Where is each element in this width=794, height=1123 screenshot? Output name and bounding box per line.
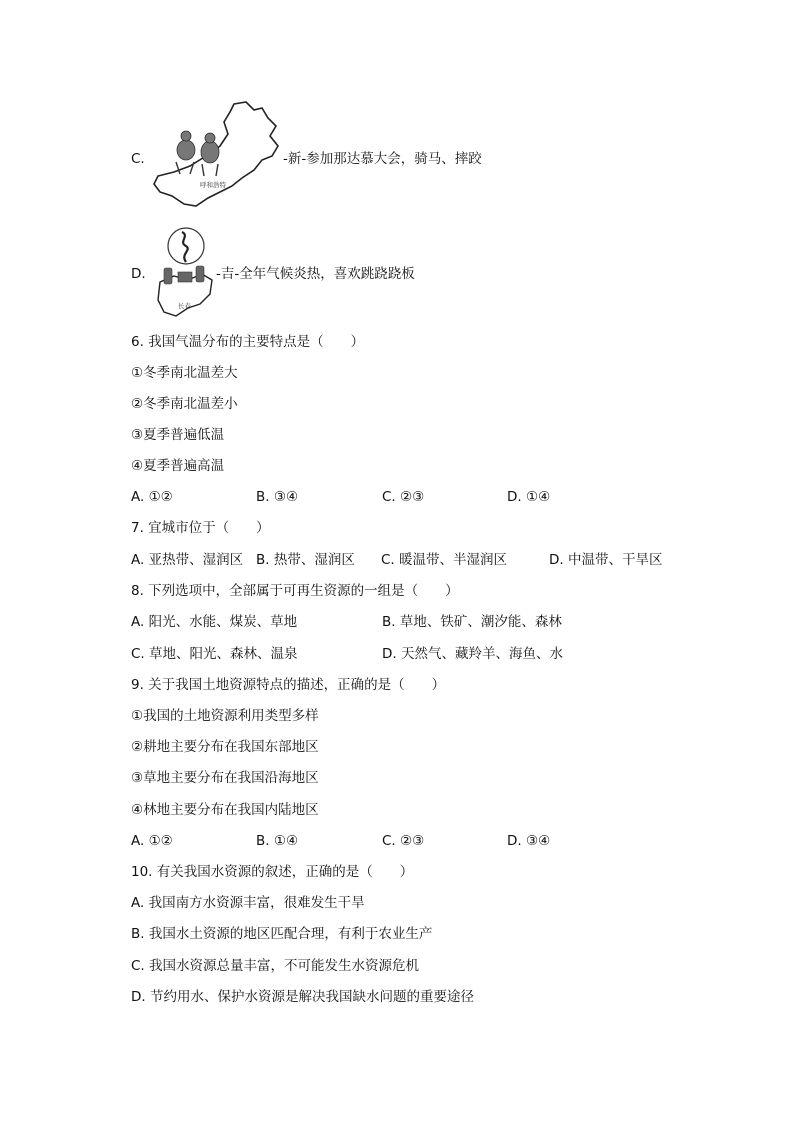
- question-10-stem: 10. 有关我国水资源的叙述，正确的是（ ）: [131, 864, 414, 880]
- question-8-option-c[interactable]: C. 草地、阳光、森林、温泉: [131, 646, 298, 662]
- inner-mongolia-map-icon: [150, 100, 284, 212]
- question-10-option-c[interactable]: C. 我国水资源总量丰富，不可能发生水资源危机: [131, 958, 420, 974]
- option-c-text: -新-参加那达慕大会，骑马、摔跤: [283, 151, 482, 167]
- question-6-statement-1: ①冬季南北温差大: [131, 365, 238, 381]
- question-6-option-d[interactable]: D. ①④: [507, 489, 551, 505]
- question-9-option-c[interactable]: C. ②③: [382, 833, 425, 849]
- option-d-letter: D.: [131, 266, 146, 282]
- question-7-option-a[interactable]: A. 亚热带、湿润区: [131, 552, 244, 568]
- jilin-seesaw-map-icon: [154, 224, 216, 322]
- question-7-option-d[interactable]: D. 中温带、干旱区: [549, 552, 663, 568]
- question-6-option-a[interactable]: A. ①②: [131, 489, 173, 505]
- question-6-option-c[interactable]: C. ②③: [382, 489, 425, 505]
- question-8-stem: 8. 下列选项中，全部属于可再生资源的一组是（ ）: [131, 583, 459, 599]
- question-9-statement-2: ②耕地主要分布在我国东部地区: [131, 739, 319, 755]
- question-6-statement-2: ②冬季南北温差小: [131, 396, 238, 412]
- question-9-option-a[interactable]: A. ①②: [131, 833, 173, 849]
- question-10-option-a[interactable]: A. 我国南方水资源丰富，很难发生干旱: [131, 895, 365, 911]
- question-6-stem: 6. 我国气温分布的主要特点是（ ）: [131, 334, 365, 350]
- option-d-stamp: 长春: [178, 302, 191, 310]
- question-7-option-c[interactable]: C. 暖温带、半湿润区: [381, 552, 508, 568]
- option-c-stamp: 呼和浩特: [200, 181, 226, 189]
- question-10-option-d[interactable]: D. 节约用水、保护水资源是解决我国缺水问题的重要途径: [131, 989, 474, 1005]
- question-9-statement-4: ④林地主要分布在我国内陆地区: [131, 802, 319, 818]
- option-d-text: -吉-全年气候炎热，喜欢跳跷跷板: [216, 266, 415, 282]
- question-10-option-b[interactable]: B. 我国水土资源的地区匹配合理，有利于农业生产: [131, 926, 433, 942]
- question-9-stem: 9. 关于我国土地资源特点的描述，正确的是（ ）: [131, 677, 446, 693]
- question-9-statement-3: ③草地主要分布在我国沿海地区: [131, 770, 319, 786]
- question-7-option-b[interactable]: B. 热带、湿润区: [256, 552, 355, 568]
- question-9-statement-1: ①我国的土地资源利用类型多样: [131, 708, 319, 724]
- question-6-statement-4: ④夏季普遍高温: [131, 458, 225, 474]
- question-9-option-b[interactable]: B. ①④: [256, 833, 299, 849]
- question-8-option-d[interactable]: D. 天然气、藏羚羊、海鱼、水: [382, 646, 563, 662]
- question-8-option-a[interactable]: A. 阳光、水能、煤炭、草地: [131, 614, 298, 630]
- option-c-letter: C.: [131, 151, 145, 167]
- question-7-stem: 7. 宜城市位于（ ）: [131, 520, 270, 536]
- question-6-option-b[interactable]: B. ③④: [256, 489, 299, 505]
- question-8-option-b[interactable]: B. 草地、铁矿、潮汐能、森林: [382, 614, 562, 630]
- question-6-statement-3: ③夏季普遍低温: [131, 427, 225, 443]
- question-9-option-d[interactable]: D. ③④: [507, 833, 551, 849]
